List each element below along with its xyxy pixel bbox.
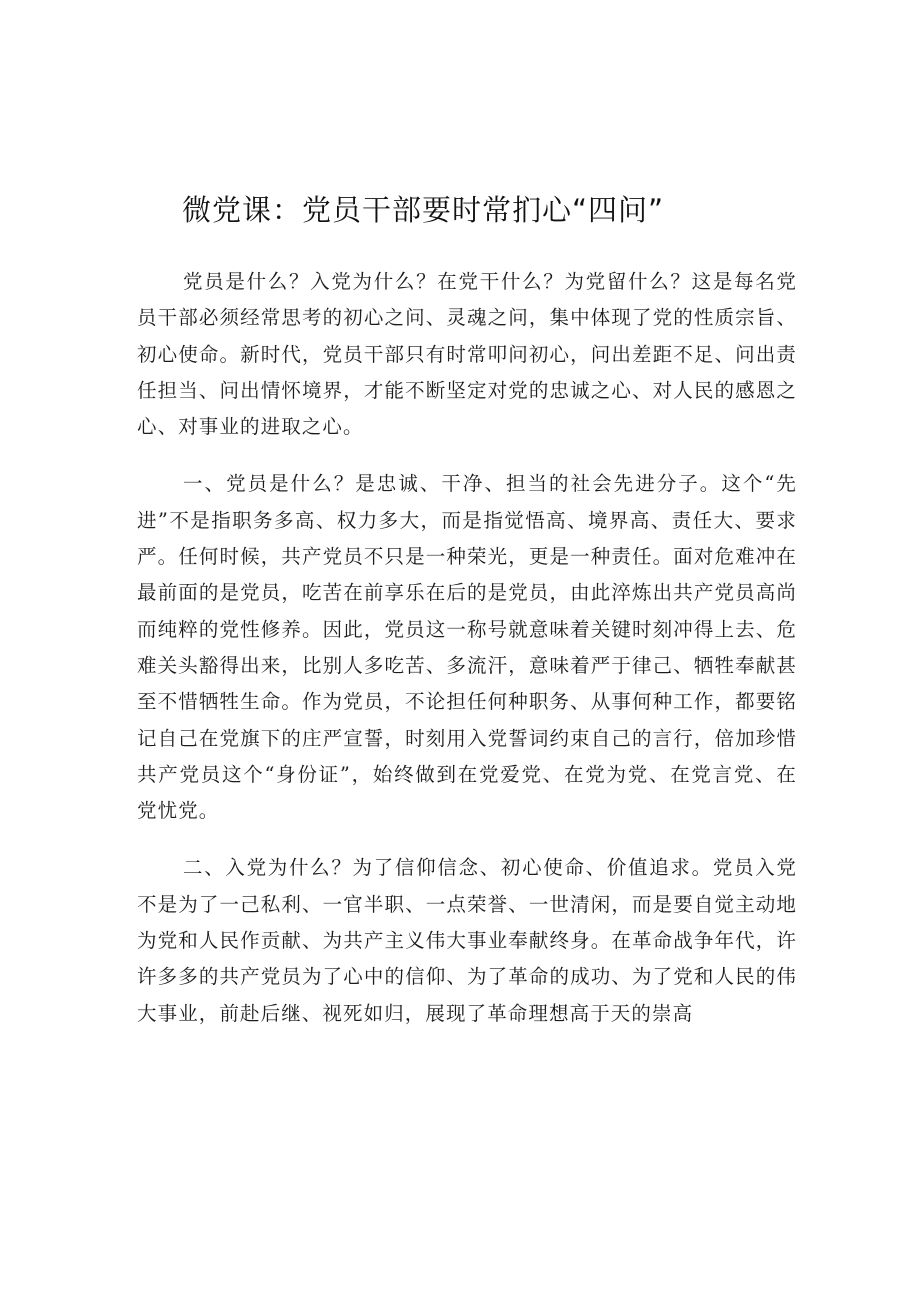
document-title: 微党课：党员干部要时常扪心“四问” — [182, 193, 665, 227]
paragraph-intro: 党员是什么？入党为什么？在党干什么？为党留什么？这是每名党员干部必须经常思考的初心之问、灵魂之问，集中体现了党的性质宗旨、初心使命。新时代，党员干部只有时常叩问初心，问出差距不足、问出责任担当、问出情怀境界，才能不断坚定对党的忠诚之心、对人民的感恩之心、对事业的进取之心。 — [137, 270, 797, 439]
document-body — [137, 264, 797, 1053]
paragraph-section-two: 二、入党为什么？为了信仰信念、初心使命、价值追求。党员入党不是为了一己私利、一官半职、一点荣誉、一世清闲，而是要自觉主动地为党和人民作贡献、为共产主义伟大事业奉献终身。在革命战争年代，许许多多的共产党员为了心中的信仰、为了革命的成功、为了党和人民的伟大事业，前赴后继、视死如归，展现了革命理想高于天的崇高 — [137, 856, 797, 1025]
paragraph-section-one: 一、党员是什么？是忠诚、干净、担当的社会先进分子。这个“先进”不是指职务多高、权力多大，而是指觉悟高、境界高、责任大、要求严。任何时候，共产党员不只是一种荣光，更是一种责任。面对危难冲在最前面的是党员，吃苦在前享乐在后的是党员，由此淬炼出共产党员高尚而纯粹的党性修养。因此，党员这一称号就意味着关键时刻冲得上去、危难关头豁得出来，比别人多吃苦、多流汗，意味着严于律己、牺牲奉献甚至不惜牺牲生命。作为党员，不论担任何种职务、从事何种工作，都要铭记自己在党旗下的庄严宣誓，时刻用入党誓词约束自己的言行，倍加珍惜共产党员这个“身份证”，始终做到在党爱党、在党为党、在党言党、在党忧党。 — [137, 472, 797, 823]
